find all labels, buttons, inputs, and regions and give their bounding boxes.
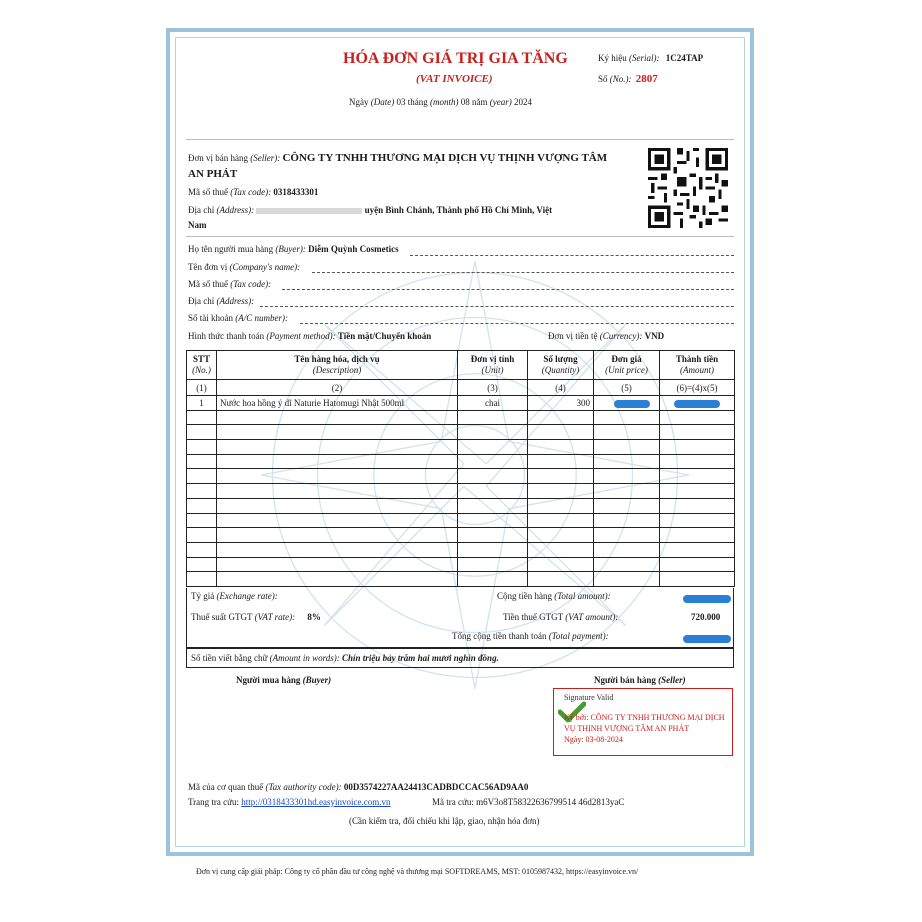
seller-name-line2: AN PHÁT xyxy=(188,168,238,180)
index-cell: (1) xyxy=(187,380,217,396)
dotted-line xyxy=(410,255,734,256)
column-index-row xyxy=(187,380,735,396)
table-header-row xyxy=(187,351,735,380)
column-header: Tên hàng hóa, dịch vụ (Description) xyxy=(217,351,458,380)
total-amount-redacted xyxy=(683,593,731,603)
lookup-url-link[interactable]: http://0318433301hd.easyinvoice.com.vn xyxy=(241,797,391,807)
dotted-line xyxy=(312,272,734,273)
signature-valid-text: Signature Valid xyxy=(564,693,614,702)
solution-provider: Đơn vị cung cấp giải pháp: Công ty cổ phần đầu tư công nghệ và thương mại SOFTDREAMS, MST: 0105987432, https://easyinvoice.vn/ xyxy=(196,867,639,876)
index-cell: (5) xyxy=(594,380,660,396)
seller-address: Địa chỉ (Address): uyện Bình Chánh, Thành phố Hồ Chí Minh, Việt xyxy=(188,205,553,215)
table-row xyxy=(187,410,735,425)
index-cell: (6)=(4)x(5) xyxy=(660,380,735,396)
vat-rate: Thuế suất GTGT (VAT rate): 8% xyxy=(191,612,321,622)
table-row xyxy=(187,542,735,557)
amount-in-words-row xyxy=(186,648,734,668)
invoice-title: HÓA ĐƠN GIÁ TRỊ GIA TĂNG xyxy=(343,50,568,67)
column-header: Đơn vị tính (Unit) xyxy=(458,351,528,380)
buyer-tax-code: Mã số thuế (Tax code): xyxy=(188,279,272,289)
index-cell: (3) xyxy=(458,380,528,396)
address-redaction xyxy=(256,208,362,214)
buyer-name: Họ tên người mua hàng (Buyer): Diễm Quỳnh Cosmetics xyxy=(188,244,399,254)
digital-signature-box xyxy=(553,688,733,756)
column-header: STT (No.) xyxy=(187,351,217,380)
lookup-page: Trang tra cứu: http://0318433301hd.easyinvoice.com.vn xyxy=(188,797,391,807)
buyer-signature-label: Người mua hàng (Buyer) xyxy=(236,675,332,685)
table-row xyxy=(187,454,735,469)
unit-price-redacted xyxy=(594,396,660,411)
table-row xyxy=(187,440,735,455)
item-description: Nước hoa hồng ý dĩ Naturie Hatomugi Nhật 500ml xyxy=(217,396,458,411)
verification-note: (Cần kiểm tra, đối chiếu khi lập, giao, nhận hóa đơn) xyxy=(349,816,540,826)
table-row xyxy=(187,425,735,440)
amount-redacted xyxy=(660,396,735,411)
total-payment-redacted xyxy=(683,633,731,643)
table-row xyxy=(187,528,735,543)
tax-authority-code: Mã của cơ quan thuế (Tax authority code): 00D3574227AA24413CADBDCCAC56AD9AA0 xyxy=(188,782,529,792)
seller-name: Đơn vị bán hàng (Seller): CÔNG TY TNHH THƯƠNG MẠI DỊCH VỤ THỊNH VƯỢNG TÂM xyxy=(188,152,608,164)
exchange-rate: Tỷ giá (Exchange rate): xyxy=(191,591,278,601)
seller-tax-code: Mã số thuế (Tax code): 0318433301 xyxy=(188,187,319,197)
seller-signature-label: Người bán hàng (Seller) xyxy=(594,675,686,685)
invoice-title-en: (VAT INVOICE) xyxy=(416,73,493,85)
totals-block xyxy=(186,588,734,648)
column-header: Số lượng (Quantity) xyxy=(528,351,594,380)
serial-field: Ký hiệu (Serial): 1C24TAP xyxy=(598,53,704,63)
seller-divider xyxy=(186,236,734,237)
items-table xyxy=(186,350,735,587)
amount-in-words: Số tiền viết bằng chữ (Amount in words): Chín triệu bảy trăm hai mươi nghìn đồng. xyxy=(191,653,499,663)
dotted-line xyxy=(260,306,734,307)
buyer-account: Số tài khoản (A/C number): xyxy=(188,313,288,323)
index-cell: (2) xyxy=(217,380,458,396)
invoice-date: Ngày (Date) 03 tháng (month) 08 năm (year) 2024 xyxy=(349,97,532,107)
total-payment-label: Tổng cộng tiền thanh toán (Total payment): xyxy=(452,631,609,641)
payment-method: Hình thức thanh toán (Payment method): Tiền mặt/Chuyển khoản xyxy=(188,331,432,341)
vat-amount: 720.000 xyxy=(691,612,721,622)
index-cell: (4) xyxy=(528,380,594,396)
signed-by: Ký bởi: CÔNG TY TNHH THƯƠNG MẠI DỊCH xyxy=(564,713,725,722)
buyer-address: Địa chỉ (Address): xyxy=(188,296,255,306)
vat-amount-label: Tiền thuế GTGT (VAT amount): xyxy=(503,612,619,622)
table-row xyxy=(187,396,735,411)
dotted-line xyxy=(300,323,734,324)
item-unit: chai xyxy=(458,396,528,411)
total-amount-label: Cộng tiền hàng (Total amount): xyxy=(497,591,611,601)
buyer-company: Tên đơn vị (Company's name): xyxy=(188,262,301,272)
lookup-code: Mã tra cứu: m6V3o8T58322636799514 46d2813yaC xyxy=(432,797,625,807)
signed-by-line2: VỤ THỊNH VƯỢNG TÂM AN PHÁT xyxy=(564,724,690,733)
table-row xyxy=(187,572,735,587)
seller-address-line2: Nam xyxy=(188,220,207,230)
qr-code-icon xyxy=(648,148,728,228)
currency-field: Đơn vị tiền tệ (Currency): VND xyxy=(548,331,665,341)
invoice-number-field: Số (No.): 2807 xyxy=(598,73,658,85)
table-row xyxy=(187,469,735,484)
dotted-line xyxy=(282,289,734,290)
row-number: 1 xyxy=(187,396,217,411)
header-divider xyxy=(186,139,734,140)
table-row xyxy=(187,484,735,499)
column-header: Thành tiền (Amount) xyxy=(660,351,735,380)
column-header: Đơn giá (Unit price) xyxy=(594,351,660,380)
table-row xyxy=(187,557,735,572)
table-row xyxy=(187,513,735,528)
item-quantity: 300 xyxy=(528,396,594,411)
table-row xyxy=(187,498,735,513)
signed-date: Ngày: 03-08-2024 xyxy=(564,735,623,744)
